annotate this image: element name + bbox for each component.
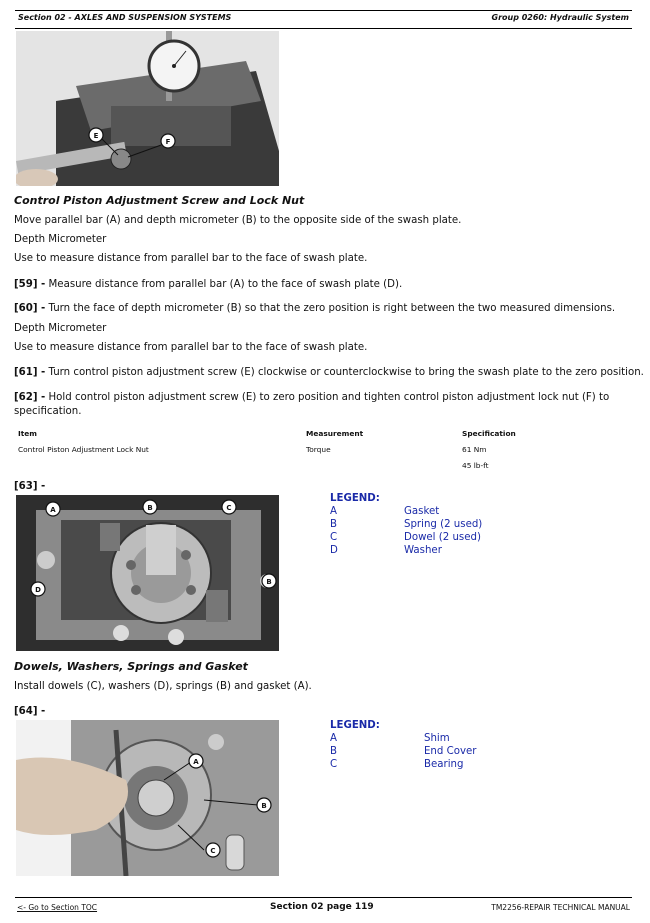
- step-61: [14, 366, 644, 380]
- paragraph: Depth Micrometer: [14, 234, 107, 245]
- legend-item: B Spring (2 used): [330, 519, 483, 530]
- photo-springs-dowels: [16, 495, 279, 651]
- paragraph: Use to measure distance from parallel bar to the face of swash plate.: [14, 253, 368, 264]
- legend-step-64: [330, 719, 530, 771]
- legend-item: D Washer: [330, 545, 442, 556]
- table-cell-item: Control Piston Adjustment Lock Nut: [18, 445, 149, 454]
- legend-item: A Shim: [330, 733, 450, 744]
- svg-text:A: A: [50, 506, 56, 514]
- callout-c: [206, 843, 220, 857]
- step-text: Turn the face of depth micrometer (B) so that the zero position is right between the two measured dimensions.: [48, 303, 616, 314]
- callout-b: [143, 500, 157, 514]
- page-number: Section 02 page 119: [270, 902, 374, 912]
- legend-item: A Gasket: [330, 506, 440, 517]
- step-text: Turn control piston adjustment screw (E) clockwise or counterclockwise to bring the swash plate to the zero position.: [48, 367, 644, 378]
- step-59: [14, 278, 402, 292]
- step-number: [59] -: [14, 279, 46, 290]
- step-62: [14, 391, 614, 419]
- manual-title: TM2256-REPAIR TECHNICAL MANUAL: [491, 903, 630, 912]
- step-63: [63] -: [14, 481, 46, 492]
- header-group: Group 0260: Hydraulic System: [491, 13, 629, 22]
- svg-text:D: D: [35, 586, 41, 594]
- svg-text:B: B: [266, 578, 272, 586]
- legend-title: LEGEND:: [330, 493, 380, 504]
- table-header-measurement: Measurement: [306, 429, 364, 438]
- callout-a: [46, 502, 60, 516]
- callout-a: [189, 754, 203, 768]
- callout-d: [31, 582, 45, 596]
- heading-dowels: Dowels, Washers, Springs and Gasket: [14, 660, 248, 673]
- svg-text:A: A: [193, 758, 199, 766]
- photo-depth-micrometer: [16, 31, 279, 186]
- legend-title: LEGEND:: [330, 720, 380, 731]
- svg-text:B: B: [261, 802, 267, 810]
- table-header-specification: Specification: [462, 429, 516, 438]
- legend-item: C Bearing: [330, 759, 464, 770]
- paragraph: Move parallel bar (A) and depth micrometer (B) to the opposite side of the swash plate.: [14, 215, 462, 226]
- paragraph: Depth Micrometer: [14, 323, 107, 334]
- step-text: Hold control piston adjustment screw (E) to zero position and tighten control piston adjustment lock nut (F) to specification.: [14, 392, 610, 417]
- table-header-item: Item: [18, 429, 37, 438]
- page-footer: [15, 897, 632, 918]
- svg-text:E: E: [93, 132, 99, 140]
- callout-b: [257, 798, 271, 812]
- step-number: [62] -: [14, 392, 46, 403]
- table-cell-measurement: Torque: [306, 445, 331, 454]
- legend-step-63: [330, 492, 530, 557]
- svg-text:C: C: [210, 847, 216, 855]
- toc-link[interactable]: <- Go to Section TOC: [17, 903, 98, 912]
- legend-item: B End Cover: [330, 746, 477, 757]
- paragraph: Install dowels (C), washers (D), springs (B) and gasket (A).: [14, 681, 312, 692]
- svg-text:F: F: [165, 138, 171, 146]
- step-number: [61] -: [14, 367, 46, 378]
- paragraph: Use to measure distance from parallel bar to the face of swash plate.: [14, 342, 368, 353]
- step-60: [14, 302, 615, 316]
- step-64: [64] -: [14, 706, 46, 717]
- step-text: Measure distance from parallel bar (A) to the face of swash plate (D).: [48, 279, 403, 290]
- callout-b: [262, 574, 276, 588]
- table-cell-spec-metric: 61 Nm: [462, 445, 487, 454]
- page-header: [15, 10, 632, 29]
- step-number: [60] -: [14, 303, 46, 314]
- callout-c: [222, 500, 236, 514]
- callout-e: [89, 128, 103, 142]
- heading-control-piston: Control Piston Adjustment Screw and Lock Nut: [14, 194, 305, 207]
- table-cell-spec-imperial: 45 lb-ft: [462, 461, 489, 470]
- header-section: Section 02 - AXLES AND SUSPENSION SYSTEMS: [18, 13, 232, 22]
- photo-end-cover: [16, 720, 279, 876]
- svg-text:C: C: [226, 504, 232, 512]
- svg-text:B: B: [147, 504, 153, 512]
- callout-f: [161, 134, 175, 148]
- legend-item: C Dowel (2 used): [330, 532, 481, 543]
